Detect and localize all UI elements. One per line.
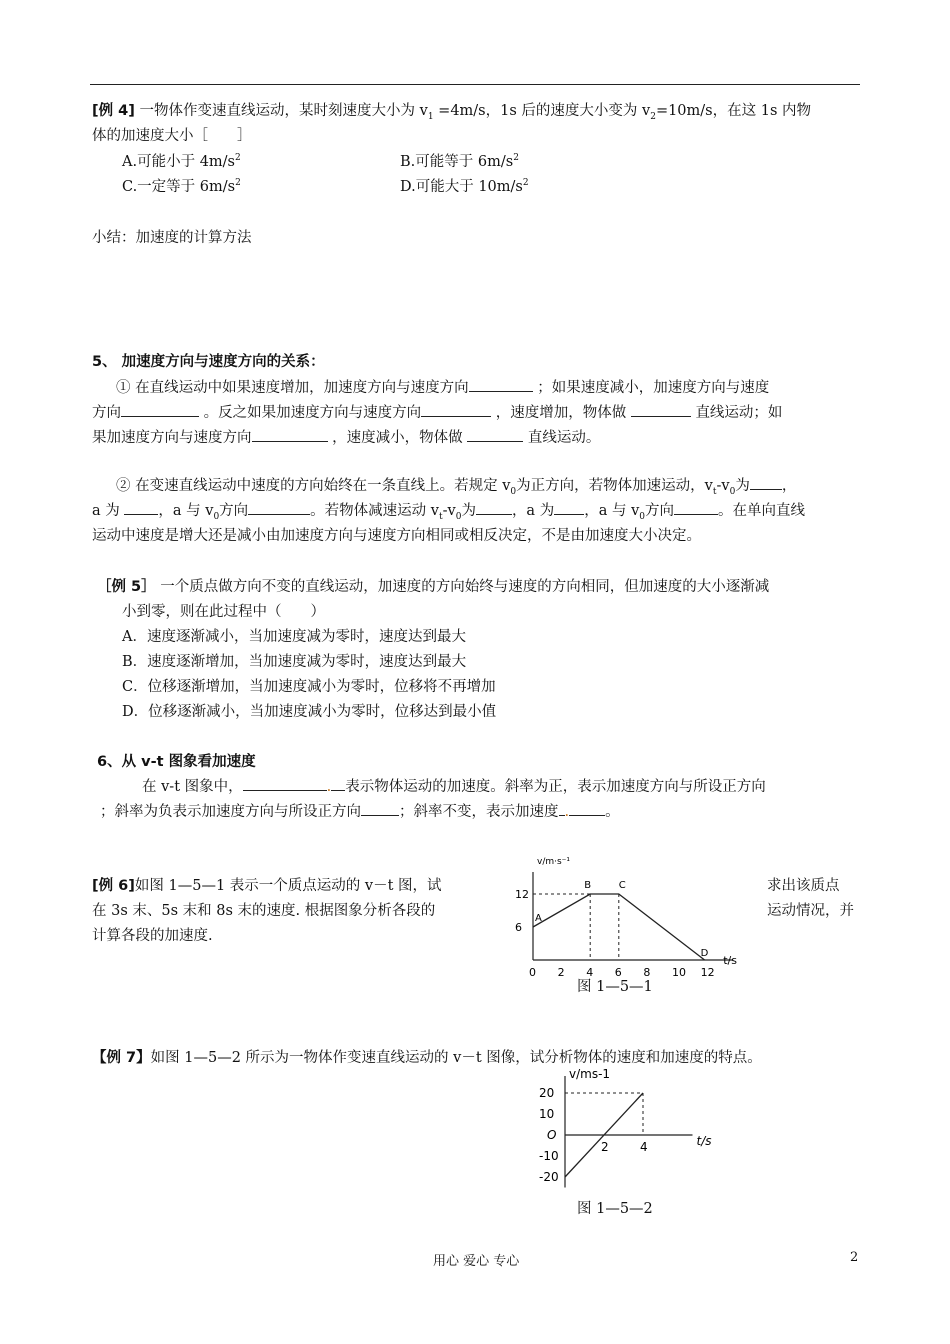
ex4-option-d: D.可能大于 $10m/s^2$ bbox=[400, 178, 529, 195]
y-tick-label: 6 bbox=[515, 921, 522, 934]
origin-label: O bbox=[547, 1128, 557, 1142]
x-tick-label: 12 bbox=[700, 966, 715, 979]
sec5-title: 5、 加速度方向与速度方向的关系： bbox=[92, 354, 325, 370]
x-tick-label: 4 bbox=[640, 1140, 648, 1154]
x-tick-label: 4 bbox=[586, 966, 594, 979]
ex5-option-a: A．速度逐渐减小，当加速度减为零时，速度达到最大 bbox=[122, 629, 466, 645]
point-label-B: B bbox=[584, 880, 592, 891]
figure-1-caption: 图 1—5—1 bbox=[577, 979, 653, 995]
ex4-option-c: C.一定等于 $6m/s^2$ bbox=[122, 178, 241, 195]
x-axis-label: t/s bbox=[723, 954, 737, 967]
y-tick-label: 10 bbox=[539, 1107, 555, 1121]
sec5-para1-line3: 果加速度方向与速度方向 ，速度减小，物体做 直线运动。 bbox=[92, 426, 600, 447]
x-tick-label: 10 bbox=[672, 966, 686, 979]
sec6-line2: ；斜率为负表示加速度方向与所设正方向 ；斜率不变，表示加速度 . 。 bbox=[100, 800, 620, 821]
y-axis-label: v/ms-1 bbox=[569, 1067, 611, 1081]
sec5-para2-line2: a 为 ，a 与 $v_0$方向 。若物体减速运动 $v_t-v_0$为 ，a 为 ，a 与 $v_0$方向 。在单向直线 bbox=[92, 499, 805, 522]
x-axis-label: t/s bbox=[696, 1134, 712, 1148]
ex5-line1: ［例 5］ 一个质点做方向不变的直线运动，加速度的方向始终与速度的方向相同，但加速度的大小逐渐减 bbox=[97, 579, 770, 595]
footer-center: 用心 爱心 专心 bbox=[433, 1254, 520, 1269]
y-tick-label: -20 bbox=[539, 1170, 559, 1184]
ex6-line2: 在 3s 末、5s 末和 8s 末的速度. 根据图象分析各段的 bbox=[92, 903, 436, 919]
figure-2-caption: 图 1—5—2 bbox=[577, 1201, 653, 1217]
ex4-option-a: A.可能小于 $4m/s^2$ bbox=[122, 153, 241, 170]
ex4-line1: [例 4] 一物体作变速直线运动，某时刻速度大小为 $v_1 =4m/s$，1s 后的速度大小变为 $v_2=10m/s$，在这 1s 内物 bbox=[92, 103, 811, 122]
ex5-option-b: B．速度逐渐增加，当加速度减为零时，速度达到最大 bbox=[122, 654, 467, 670]
y-tick-label: 12 bbox=[515, 888, 529, 901]
ex5-option-d: D．位移逐渐减小，当加速度减小为零时，位移达到最小值 bbox=[122, 704, 497, 720]
header-rule bbox=[90, 84, 860, 85]
point-label-A: A bbox=[535, 913, 542, 924]
ex6-right2: 运动情况，并 bbox=[767, 903, 854, 919]
summary: 小结：加速度的计算方法 bbox=[92, 230, 252, 246]
point-label-D: D bbox=[700, 948, 709, 959]
y-axis-label: v/m·s⁻¹ bbox=[537, 857, 571, 867]
x-tick-label: 8 bbox=[643, 966, 651, 979]
ex5-line2: 小到零，则在此过程中（ ） bbox=[122, 604, 325, 620]
ex7-line1: 【例 7】如图 1—5—2 所示为一物体作变速直线运动的 v－t 图像，试分析物体的速度和加速度的特点。 bbox=[92, 1050, 762, 1066]
x-tick-label: 2 bbox=[601, 1140, 609, 1154]
y-tick-label: 20 bbox=[539, 1086, 555, 1100]
ex6-line1: [例 6]如图 1—5—1 表示一个质点运动的 v－t 图，试 bbox=[92, 878, 442, 894]
point-label-C: C bbox=[618, 880, 626, 891]
x-tick-label: 6 bbox=[614, 966, 622, 979]
sec5-para2-line3: 运动中速度是增大还是减小由加速度方向与速度方向相同或相反决定，不是由加速度大小决定。 bbox=[92, 528, 701, 544]
sec5-para1-line2: 方向 。反之如果加速度方向与速度方向 ，速度增加，物体做 直线运动；如 bbox=[92, 401, 782, 422]
ex6-line3: 计算各段的加速度. bbox=[92, 928, 213, 944]
ex4-option-b: B.可能等于 $6m/s^2$ bbox=[400, 153, 519, 170]
sec6-line1: 在 v-t 图象中， . 表示物体运动的加速度。斜率为正，表示加速度方向与所设正方向 bbox=[142, 775, 766, 796]
sec6-title: 6、从 v-t 图象看加速度 bbox=[97, 754, 256, 770]
x-tick-label: 0 bbox=[529, 966, 536, 979]
ex5-option-c: C．位移逐渐增加，当加速度减小为零时，位移将不再增加 bbox=[122, 679, 496, 695]
ex6-right1: 求出该质点 bbox=[767, 878, 840, 894]
x-tick-label: 2 bbox=[557, 966, 565, 979]
figure-1-5-1-chart bbox=[505, 850, 765, 990]
ex4-line2: 体的加速度大小［ ］ bbox=[92, 128, 252, 144]
page-number: 2 bbox=[850, 1250, 859, 1265]
y-tick-label: -10 bbox=[539, 1149, 559, 1163]
sec5-para1-line1: ① 在直线运动中如果速度增加，加速度方向与速度方向 ；如果速度减小，加速度方向与速度 bbox=[116, 376, 769, 397]
figure-1-5-2-chart bbox=[530, 1066, 720, 1196]
sec5-para2-line1: ② 在变速直线运动中速度的方向始终在一条直线上。若规定 $v_0$为正方向，若物体加速运动，$v_t-v_0$为 ， bbox=[116, 474, 796, 497]
